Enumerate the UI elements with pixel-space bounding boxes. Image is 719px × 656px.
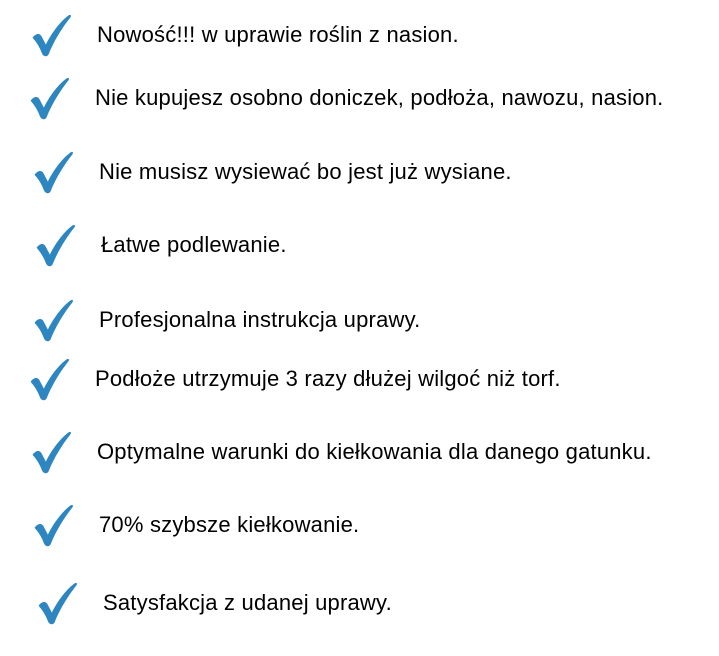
list-item bbox=[32, 217, 287, 273]
list-item-text: Satysfakcja z udanej uprawy. bbox=[103, 590, 392, 615]
list-item-text: Nowość!!! w uprawie roślin z nasion. bbox=[97, 22, 459, 47]
list-item-text: Profesjonalna instrukcja uprawy. bbox=[99, 307, 421, 332]
list-item-text: Nie kupujesz osobno doniczek, podłoża, nawozu, nasion. bbox=[95, 85, 664, 110]
list-item-text: Podłoże utrzymuje 3 razy dłużej wilgoć niż torf. bbox=[95, 366, 561, 391]
list-item-text: 70% szybsze kiełkowanie. bbox=[99, 512, 360, 537]
list-item-text: Łatwe podlewanie. bbox=[101, 232, 287, 257]
list-item bbox=[26, 70, 664, 126]
list-item bbox=[34, 575, 392, 631]
checkmark-icon bbox=[26, 355, 70, 403]
checkmark-icon bbox=[30, 148, 74, 196]
checkmark-icon bbox=[28, 11, 72, 59]
checkmark-icon bbox=[26, 74, 70, 122]
list-item bbox=[30, 497, 359, 553]
list-item bbox=[28, 424, 652, 480]
list-item bbox=[28, 7, 459, 63]
checkmark-icon bbox=[28, 428, 72, 476]
checkmark-icon bbox=[34, 579, 78, 627]
checkmark-icon bbox=[30, 296, 74, 344]
checkmark-icon bbox=[32, 221, 76, 269]
list-item bbox=[30, 292, 420, 348]
list-item bbox=[30, 144, 512, 200]
checkmark-icon bbox=[30, 501, 74, 549]
list-item-text: Nie musisz wysiewać bo jest już wysiane. bbox=[99, 159, 512, 184]
list-item bbox=[26, 351, 561, 407]
list-item-text: Optymalne warunki do kiełkowania dla danego gatunku. bbox=[97, 439, 652, 464]
